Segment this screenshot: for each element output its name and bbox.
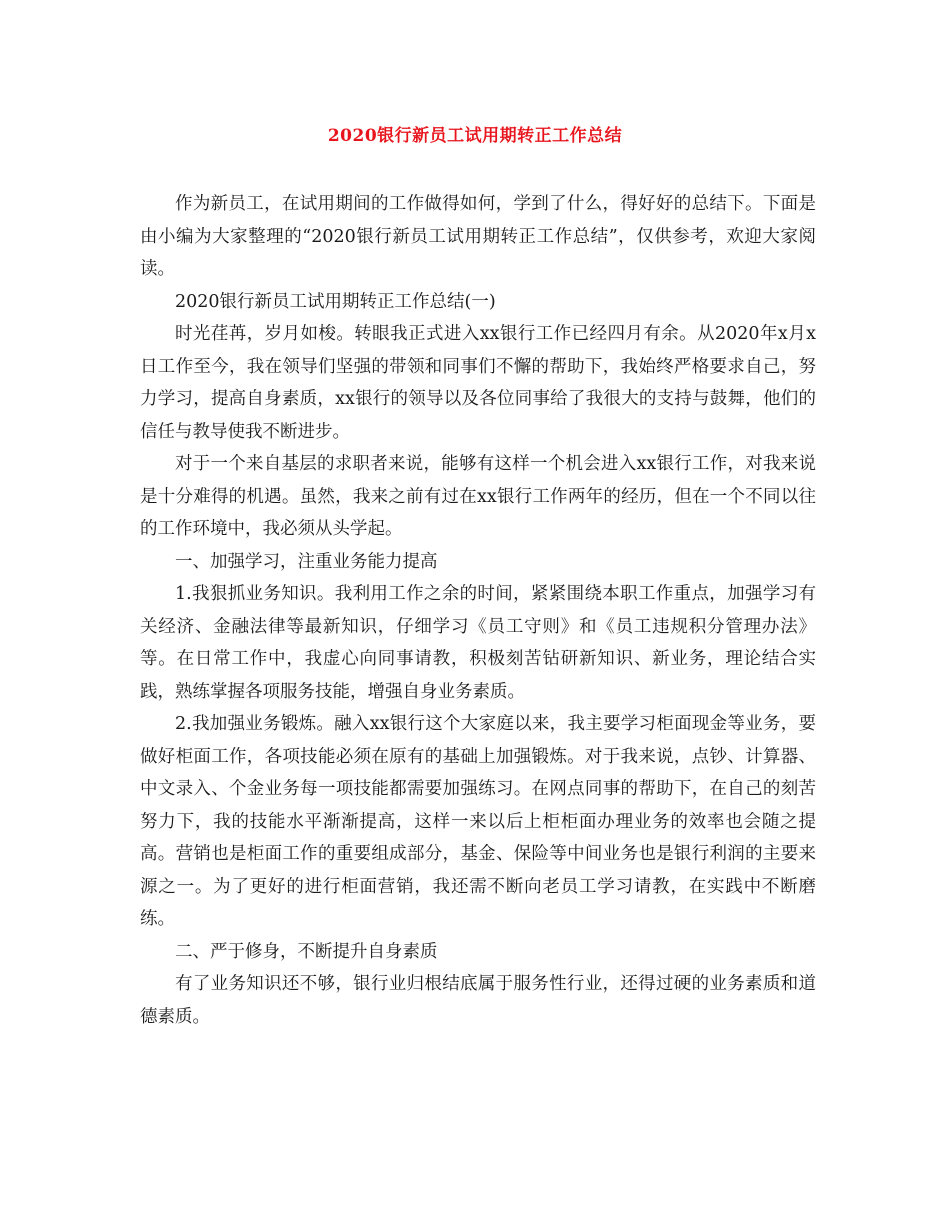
document-body [140, 188, 816, 1033]
paragraph-1: 时光荏苒，岁月如梭。转眼我正式进入xx银行工作已经四月有余。从2020年x月x日工作至今，我在领导们坚强的带领和同事们不懈的帮助下，我始终严格要求自己，努力学习，提高自身素质，xx银行的领导以及各位同事给了我很大的支持与鼓舞，他们的信任与教导使我不断进步。 [140, 324, 816, 442]
section-heading-1: 一、加强学习，注重业务能力提高 [175, 551, 438, 572]
paragraph-3: 1.我狠抓业务知识。我利用工作之余的时间，紧紧围绕本职工作重点，加强学习有关经济、金融法律等最新知识，仔细学习《员工守则》和《员工违规积分管理办法》等。在日常工作中，我虚心向同事请教，积极刻苦钻研新知识、新业务，理论结合实践，熟练掌握各项服务技能，增强自身业务素质。 [140, 584, 816, 702]
paragraph-intro: 作为新员工，在试用期间的工作做得如何，学到了什么，得好好的总结下。下面是由小编为大家整理的“2020银行新员工试用期转正工作总结”，仅供参考，欢迎大家阅读。 [140, 194, 816, 279]
paragraph-4: 2.我加强业务锻炼。融入xx银行这个大家庭以来，我主要学习柜面现金等业务，要做好柜面工作，各项技能必须在原有的基础上加强锻炼。对于我来说，点钞、计算器、中文录入、个金业务每一项技能都需要加强练习。在网点同事的帮助下，在自己的刻苦努力下，我的技能水平渐渐提高，这样一来以后上柜柜面办理业务的效率也会随之提高。营销也是柜面工作的重要组成部分，基金、保险等中间业务也是银行利润的主要来源之一。为了更好的进行柜面营销，我还需不断向老员工学习请教，在实践中不断磨练。 [140, 714, 816, 929]
document-title: 2020银行新员工试用期转正工作总结 [327, 126, 623, 146]
paragraph-2: 对于一个来自基层的求职者来说，能够有这样一个机会进入xx银行工作，对我来说是十分难得的机遇。虽然，我来之前有过在xx银行工作两年的经历，但在一个不同以往的工作环境中，我必须从头学起。 [140, 454, 816, 539]
section-heading-2: 二、严于修身，不断提升自身素质 [175, 941, 438, 962]
paragraph-5: 有了业务知识还不够，银行业归根结底属于服务性行业，还得过硬的业务素质和道德素质。 [140, 974, 816, 1027]
paragraph-subtitle: 2020银行新员工试用期转正工作总结(一) [175, 291, 496, 312]
